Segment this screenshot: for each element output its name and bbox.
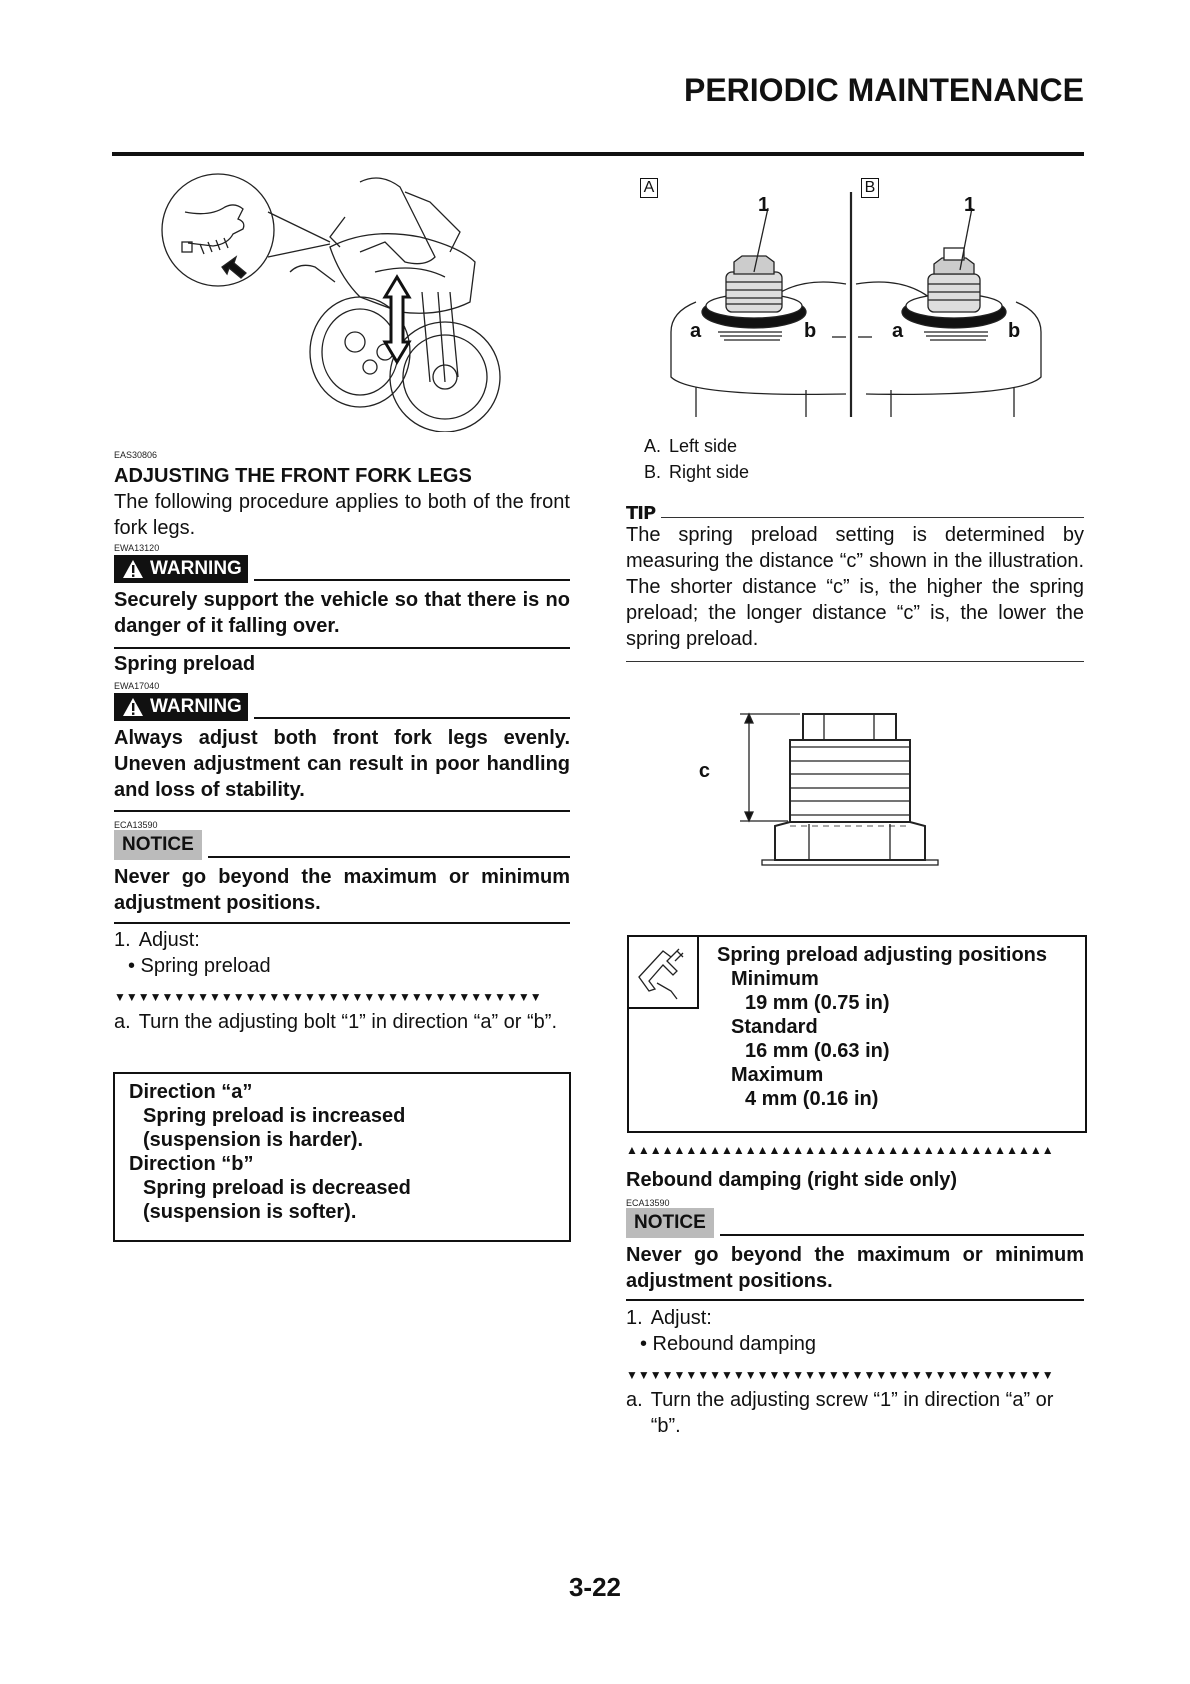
spec-label-minimum: Minimum bbox=[731, 968, 819, 990]
notice-code: ECA13590 bbox=[114, 820, 158, 830]
tip-header bbox=[626, 502, 1084, 524]
direction-a-left: a bbox=[690, 320, 702, 342]
substep-a bbox=[114, 1009, 570, 1035]
notice-end-rule bbox=[626, 1299, 1084, 1301]
warning-badge bbox=[114, 555, 248, 583]
direction-box bbox=[113, 1072, 571, 1242]
warning-end-rule bbox=[114, 810, 570, 812]
subsection-title: Rebound damping (right side only) bbox=[626, 1169, 958, 1191]
step-number: 1. bbox=[626, 1307, 643, 1329]
caption-text: Right side bbox=[669, 462, 750, 482]
warning-badge bbox=[114, 693, 248, 721]
tip-label: TIP bbox=[626, 503, 656, 524]
direction-b-label: Direction “b” bbox=[129, 1153, 254, 1175]
warning-label: WARNING bbox=[150, 558, 242, 579]
motorcycle-fork-compress-illustration-icon bbox=[160, 172, 520, 432]
spec-label-maximum: Maximum bbox=[731, 1064, 824, 1086]
notice-code: ECA13590 bbox=[626, 1198, 670, 1208]
warning-end-rule bbox=[114, 647, 570, 649]
spec-value-standard: 16 mm (0.63 in) bbox=[745, 1040, 890, 1062]
procedure-end-marker: ▲▲▲▲▲▲▲▲▲▲▲▲▲▲▲▲▲▲▲▲▲▲▲▲▲▲▲▲▲▲▲▲▲▲▲▲ bbox=[626, 1143, 1054, 1157]
warning-text: Securely support the vehicle so that there is no danger of it falling over. bbox=[114, 589, 570, 637]
warning-code: EWA17040 bbox=[114, 681, 160, 691]
notice-text: Never go beyond the maximum or minimum adjustment positions. bbox=[114, 866, 570, 914]
direction-b-text: Spring preload is decreased (suspension is softer). bbox=[143, 1177, 411, 1223]
motorcycle-figure bbox=[160, 172, 520, 432]
section-title: ADJUSTING THE FRONT FORK LEGS bbox=[114, 465, 472, 487]
step-1 bbox=[626, 1305, 1084, 1331]
direction-b-left: b bbox=[804, 320, 817, 342]
fork-adjuster-illustration-icon bbox=[626, 172, 1086, 422]
caption-key: B. bbox=[644, 462, 662, 482]
spec-value-minimum: 19 mm (0.75 in) bbox=[745, 992, 890, 1014]
step-text: Adjust: bbox=[650, 1307, 712, 1329]
caption-a bbox=[644, 433, 749, 459]
section-intro: The following procedure applies to both of the front fork legs. bbox=[114, 491, 570, 539]
substep-a bbox=[626, 1387, 1084, 1439]
panel-a-label: A bbox=[640, 178, 658, 198]
spec-value-maximum: 4 mm (0.16 in) bbox=[745, 1088, 879, 1110]
spec-title: Spring preload adjusting positions bbox=[717, 944, 1048, 966]
subsection-title: Spring preload bbox=[114, 653, 256, 675]
warning-label: WARNING bbox=[150, 696, 242, 717]
dimension-c-label: c bbox=[698, 760, 710, 782]
step-bullet: • Spring preload bbox=[128, 955, 271, 977]
header-divider bbox=[112, 152, 1084, 156]
spec-box bbox=[627, 935, 1087, 1133]
notice-badge: NOTICE bbox=[114, 830, 202, 860]
panel-b-label: B bbox=[861, 178, 879, 198]
direction-b-right: b bbox=[1008, 320, 1021, 342]
tip-text: The spring preload setting is determined by measuring the distance “c” shown in the illustration. The shorter distance “c” is, the higher the spring preload; the longer distance “c” is, the lower the spring preload. bbox=[626, 524, 1084, 650]
warning-triangle-icon bbox=[122, 697, 144, 717]
direction-a-right: a bbox=[892, 320, 904, 342]
warning-code: EWA13120 bbox=[114, 543, 160, 553]
spec-label-standard: Standard bbox=[731, 1016, 818, 1038]
procedure-start-marker: ▼▼▼▼▼▼▼▼▼▼▼▼▼▼▼▼▼▼▼▼▼▼▼▼▼▼▼▼▼▼▼▼▼▼▼▼ bbox=[626, 1368, 1054, 1382]
procedure-start-marker: ▼▼▼▼▼▼▼▼▼▼▼▼▼▼▼▼▼▼▼▼▼▼▼▼▼▼▼▼▼▼▼▼▼▼▼▼ bbox=[114, 990, 542, 1004]
caption-text: Left side bbox=[669, 436, 738, 456]
warning-rule bbox=[254, 579, 570, 581]
bolt-dimension-illustration-icon bbox=[700, 670, 960, 870]
caliper-icon-box bbox=[627, 935, 699, 1009]
direction-a-text: Spring preload is increased (suspension is harder). bbox=[143, 1105, 406, 1151]
callout-1-left: 1 bbox=[758, 194, 770, 216]
warning-header bbox=[114, 693, 570, 721]
substep-text: Turn the adjusting bolt “1” in direction “a” or “b”. bbox=[138, 1011, 558, 1033]
figure-captions bbox=[644, 433, 749, 485]
substep-letter: a. bbox=[626, 1389, 643, 1411]
step-bullet: • Rebound damping bbox=[640, 1333, 817, 1355]
direction-a-label: Direction “a” bbox=[129, 1081, 253, 1103]
warning-triangle-icon bbox=[122, 559, 144, 579]
notice-rule bbox=[720, 1234, 1084, 1236]
step-1 bbox=[114, 927, 570, 953]
warning-text: Always adjust both front fork legs evenly. Uneven adjustment can result in poor handling and loss of stability. bbox=[114, 727, 570, 801]
warning-rule bbox=[254, 717, 570, 719]
substep-letter: a. bbox=[114, 1011, 131, 1033]
caption-key: A. bbox=[644, 436, 662, 456]
notice-rule bbox=[208, 856, 570, 858]
caption-b bbox=[644, 459, 749, 485]
substep-text: Turn the adjusting screw “1” in direction “a” or “b”. bbox=[650, 1389, 1054, 1437]
warning-header bbox=[114, 555, 570, 583]
callout-1-right: 1 bbox=[964, 194, 976, 216]
caliper-icon bbox=[629, 937, 693, 1003]
page-number: 3-22 bbox=[568, 1572, 622, 1602]
notice-header bbox=[626, 1208, 1084, 1238]
notice-header bbox=[114, 830, 570, 860]
tip-end-rule bbox=[626, 661, 1084, 662]
step-text: Adjust: bbox=[138, 929, 200, 951]
notice-badge: NOTICE bbox=[626, 1208, 714, 1238]
step-number: 1. bbox=[114, 929, 131, 951]
bolt-distance-figure bbox=[700, 670, 960, 870]
fork-top-figure bbox=[626, 172, 1086, 422]
notice-end-rule bbox=[114, 922, 570, 924]
section-code: EAS30806 bbox=[114, 450, 158, 460]
tip-rule bbox=[661, 517, 1084, 518]
page-header-title: PERIODIC MAINTENANCE bbox=[683, 72, 1084, 108]
spec-content bbox=[717, 943, 1047, 1111]
notice-text: Never go beyond the maximum or minimum adjustment positions. bbox=[626, 1244, 1084, 1292]
